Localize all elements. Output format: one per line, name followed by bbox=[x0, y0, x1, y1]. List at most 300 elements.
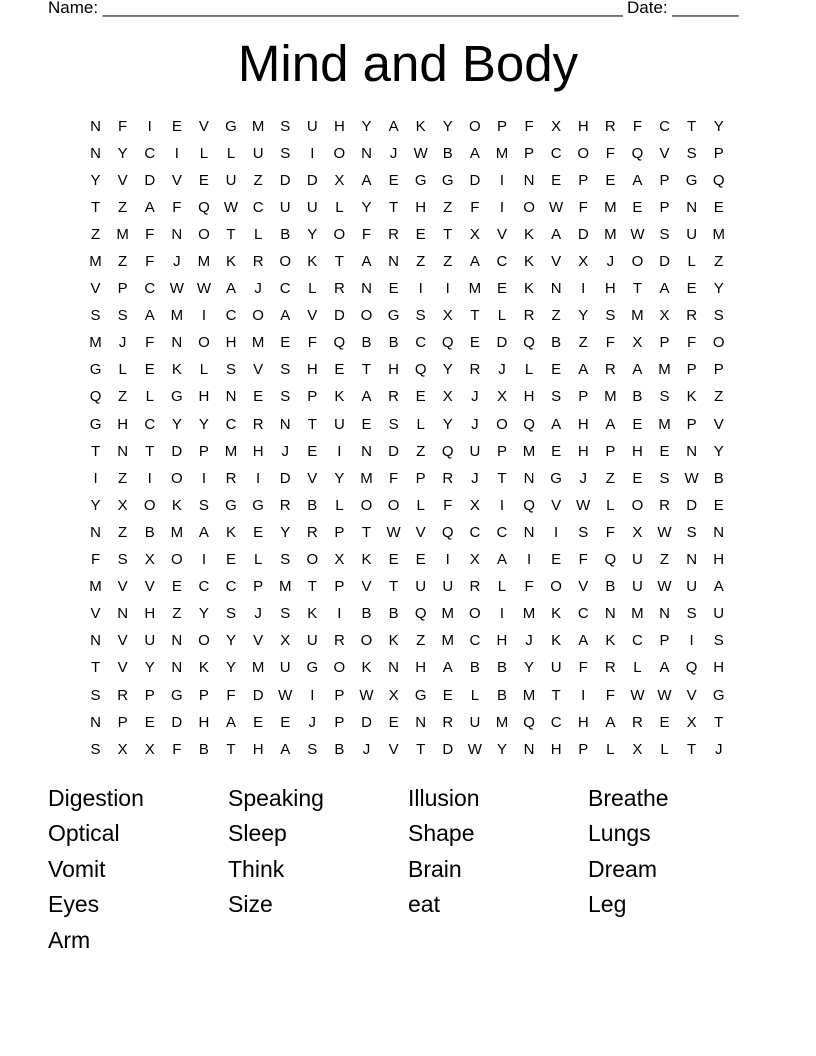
grid-letter: T bbox=[334, 253, 344, 271]
grid-letter: M bbox=[631, 307, 644, 325]
grid-letter: C bbox=[198, 578, 210, 596]
grid-letter: O bbox=[198, 334, 210, 352]
grid-letter: Q bbox=[441, 334, 454, 352]
grid-row bbox=[82, 628, 734, 655]
grid-letter: X bbox=[334, 171, 345, 189]
word-bank-row bbox=[48, 922, 788, 958]
grid-letter: T bbox=[443, 225, 453, 243]
grid-letter: I bbox=[310, 144, 315, 162]
grid-letter: L bbox=[226, 144, 236, 162]
grid-letter: E bbox=[253, 713, 264, 731]
grid-letter: P bbox=[524, 144, 535, 162]
grid-letter: N bbox=[361, 280, 372, 298]
grid-letter: B bbox=[713, 469, 724, 487]
grid-letter: H bbox=[252, 740, 264, 758]
grid-letter: Q bbox=[712, 171, 725, 189]
grid-letter: A bbox=[469, 253, 480, 271]
grid-letter: Q bbox=[685, 659, 698, 677]
grid-letter: A bbox=[469, 144, 480, 162]
grid-letter: O bbox=[333, 225, 346, 243]
grid-letter: R bbox=[604, 659, 616, 677]
grid-letter: P bbox=[334, 578, 345, 596]
grid-letter: F bbox=[443, 496, 453, 514]
grid-letter: M bbox=[116, 225, 129, 243]
grid-letter: F bbox=[361, 225, 372, 243]
grid-letter: K bbox=[226, 253, 237, 271]
grid-letter: R bbox=[388, 225, 399, 243]
grid-letter: X bbox=[632, 334, 643, 352]
grid-letter: V bbox=[307, 307, 318, 325]
grid-letter: R bbox=[523, 307, 535, 325]
grid-letter: S bbox=[659, 225, 670, 243]
grid-letter: Z bbox=[172, 605, 182, 623]
grid-letter: H bbox=[577, 442, 589, 460]
grid-letter: Z bbox=[659, 551, 670, 569]
grid-letter: P bbox=[713, 144, 724, 162]
grid-letter: E bbox=[551, 442, 562, 460]
grid-row bbox=[82, 655, 734, 682]
grid-letter: V bbox=[117, 632, 128, 650]
grid-letter: B bbox=[280, 225, 291, 243]
grid-letter: I bbox=[201, 307, 206, 325]
grid-letter: N bbox=[90, 713, 101, 731]
grid-letter: Q bbox=[604, 551, 617, 569]
grid-letter: J bbox=[714, 740, 723, 758]
grid-letter: M bbox=[251, 117, 265, 135]
grid-letter: V bbox=[171, 171, 182, 189]
grid-letter: X bbox=[469, 551, 480, 569]
grid-letter: J bbox=[254, 605, 262, 623]
grid-letter: Y bbox=[578, 307, 589, 325]
grid-letter: N bbox=[90, 144, 101, 162]
grid-letter: B bbox=[632, 388, 643, 406]
grid-letter: P bbox=[198, 442, 209, 460]
grid-row bbox=[82, 709, 734, 736]
grid-letter: F bbox=[470, 198, 480, 216]
grid-letter: G bbox=[170, 388, 183, 406]
word-bank-item: Arm bbox=[48, 926, 91, 953]
grid-letter: R bbox=[469, 578, 481, 596]
grid-letter: S bbox=[686, 523, 697, 541]
grid-letter: W bbox=[657, 578, 672, 596]
grid-letter: H bbox=[577, 415, 589, 433]
grid-letter: N bbox=[171, 659, 183, 677]
grid-letter: R bbox=[632, 713, 643, 731]
grid-letter: B bbox=[388, 334, 399, 352]
grid-letter: H bbox=[225, 334, 237, 352]
grid-letter: X bbox=[280, 632, 291, 650]
grid-letter: S bbox=[90, 740, 101, 758]
grid-letter: E bbox=[198, 171, 209, 189]
grid-letter: A bbox=[578, 632, 589, 650]
word-bank-item: Dream bbox=[588, 855, 658, 882]
grid-letter: M bbox=[170, 307, 184, 325]
grid-letter: G bbox=[387, 307, 400, 325]
grid-letter: T bbox=[90, 198, 101, 216]
grid-letter: I bbox=[201, 469, 206, 487]
grid-letter: E bbox=[496, 280, 507, 298]
grid-letter: M bbox=[522, 686, 536, 704]
grid-letter: Q bbox=[523, 415, 535, 433]
grid-letter: F bbox=[605, 523, 615, 541]
grid-letter: T bbox=[632, 280, 642, 298]
grid-letter: F bbox=[145, 253, 155, 271]
grid-letter: F bbox=[226, 686, 236, 704]
grid-letter: N bbox=[361, 442, 372, 460]
grid-letter: E bbox=[171, 578, 182, 596]
grid-letter: O bbox=[523, 198, 535, 216]
grid-letter: H bbox=[604, 280, 616, 298]
grid-letter: K bbox=[524, 280, 535, 298]
grid-letter: V bbox=[659, 144, 670, 162]
grid-letter: B bbox=[361, 334, 372, 352]
grid-letter: N bbox=[550, 280, 562, 298]
grid-letter: P bbox=[686, 415, 697, 433]
grid-letter: X bbox=[442, 388, 453, 406]
grid-letter: T bbox=[307, 415, 317, 433]
grid-letter: D bbox=[577, 225, 589, 243]
grid-letter: I bbox=[554, 523, 559, 541]
grid-letter: I bbox=[201, 551, 206, 569]
grid-letter: I bbox=[93, 469, 98, 487]
grid-letter: E bbox=[171, 117, 182, 135]
grid-letter: E bbox=[144, 713, 155, 731]
grid-letter: B bbox=[442, 144, 453, 162]
grid-letter: U bbox=[469, 442, 481, 460]
name-field-label: Name: _______________________________________________________ bbox=[48, 0, 623, 17]
grid-letter: Y bbox=[90, 171, 101, 189]
grid-letter: H bbox=[713, 551, 725, 569]
grid-letter: U bbox=[686, 578, 698, 596]
grid-letter: T bbox=[90, 442, 101, 460]
grid-letter: D bbox=[144, 171, 156, 189]
grid-letter: P bbox=[334, 686, 345, 704]
grid-letter: V bbox=[551, 253, 562, 271]
grid-letter: A bbox=[551, 225, 562, 243]
grid-letter: X bbox=[117, 740, 128, 758]
grid-row bbox=[82, 194, 734, 221]
grid-letter: Y bbox=[713, 442, 724, 460]
grid-letter: O bbox=[469, 605, 481, 623]
grid-letter: X bbox=[578, 253, 589, 271]
grid-row bbox=[82, 682, 734, 709]
grid-letter: A bbox=[659, 280, 670, 298]
grid-letter: P bbox=[659, 171, 670, 189]
grid-letter: I bbox=[337, 442, 342, 460]
grid-letter: A bbox=[496, 551, 507, 569]
grid-letter: D bbox=[496, 334, 508, 352]
grid-letter: W bbox=[278, 686, 293, 704]
grid-row bbox=[82, 303, 734, 330]
grid-letter: I bbox=[689, 632, 694, 650]
grid-letter: D bbox=[279, 469, 291, 487]
grid-letter: C bbox=[225, 415, 237, 433]
grid-letter: B bbox=[198, 740, 209, 758]
grid-letter: M bbox=[89, 334, 102, 352]
grid-letter: O bbox=[333, 659, 346, 677]
grid-letter: H bbox=[713, 659, 725, 677]
grid-letter: Y bbox=[226, 659, 237, 677]
grid-letter: S bbox=[605, 307, 616, 325]
grid-letter: S bbox=[415, 307, 426, 325]
grid-letter: E bbox=[415, 225, 426, 243]
grid-letter: S bbox=[713, 307, 724, 325]
grid-letter: Y bbox=[171, 415, 182, 433]
grid-letter: Z bbox=[118, 469, 128, 487]
grid-letter: P bbox=[713, 361, 724, 379]
grid-letter: L bbox=[199, 144, 209, 162]
grid-letter: S bbox=[280, 388, 291, 406]
grid-letter: E bbox=[659, 713, 670, 731]
grid-letter: Q bbox=[441, 523, 454, 541]
grid-letter: K bbox=[524, 253, 535, 271]
grid-letter: N bbox=[90, 117, 101, 135]
grid-letter: X bbox=[144, 740, 155, 758]
grid-letter: C bbox=[659, 117, 670, 135]
grid-letter: Z bbox=[118, 198, 128, 216]
grid-letter: C bbox=[550, 144, 562, 162]
grid-letter: I bbox=[445, 280, 450, 298]
grid-letter: A bbox=[713, 578, 724, 596]
grid-letter: E bbox=[686, 280, 697, 298]
grid-letter: N bbox=[361, 144, 372, 162]
grid-letter: L bbox=[687, 253, 696, 271]
grid-letter: P bbox=[659, 334, 670, 352]
grid-letter: A bbox=[361, 388, 372, 406]
grid-letter: R bbox=[469, 361, 481, 379]
grid-letter: M bbox=[468, 280, 482, 298]
grid-letter: V bbox=[253, 361, 264, 379]
grid-letter: V bbox=[578, 578, 589, 596]
grid-letter: D bbox=[361, 713, 372, 731]
grid-letter: L bbox=[253, 225, 263, 243]
word-bank-item: Brain bbox=[408, 855, 462, 882]
grid-letter: A bbox=[632, 361, 643, 379]
grid-letter: N bbox=[523, 469, 535, 487]
grid-letter: K bbox=[551, 605, 562, 623]
grid-letter: F bbox=[118, 117, 128, 135]
grid-letter: S bbox=[117, 551, 128, 569]
grid-letter: N bbox=[117, 442, 129, 460]
grid-letter: E bbox=[253, 388, 264, 406]
grid-letter: S bbox=[578, 523, 589, 541]
grid-letter: Y bbox=[90, 496, 101, 514]
grid-letter: S bbox=[226, 361, 237, 379]
grid-letter: N bbox=[171, 334, 183, 352]
grid-letter: H bbox=[577, 713, 589, 731]
grid-letter: N bbox=[388, 253, 399, 271]
grid-letter: T bbox=[714, 713, 724, 731]
grid-letter: S bbox=[226, 605, 237, 623]
grid-letter: E bbox=[442, 686, 453, 704]
grid-letter: H bbox=[144, 605, 156, 623]
grid-letter: O bbox=[170, 469, 183, 487]
grid-letter: R bbox=[333, 280, 345, 298]
grid-letter: L bbox=[118, 361, 127, 379]
grid-letter: U bbox=[144, 632, 156, 650]
grid-letter: T bbox=[687, 117, 697, 135]
grid-letter: E bbox=[280, 334, 291, 352]
grid-letter: T bbox=[90, 659, 101, 677]
word-bank-item: Think bbox=[228, 855, 285, 882]
grid-letter: C bbox=[279, 280, 291, 298]
grid-letter: K bbox=[388, 632, 399, 650]
grid-letter: D bbox=[469, 171, 481, 189]
grid-letter: T bbox=[226, 225, 236, 243]
grid-letter: C bbox=[469, 632, 481, 650]
grid-letter: H bbox=[252, 442, 264, 460]
grid-letter: A bbox=[388, 117, 399, 135]
grid-letter: V bbox=[117, 171, 128, 189]
grid-row bbox=[82, 113, 734, 140]
grid-letter: N bbox=[659, 605, 670, 623]
grid-letter: X bbox=[117, 496, 128, 514]
grid-letter: E bbox=[551, 361, 562, 379]
grid-letter: F bbox=[605, 144, 615, 162]
grid-row bbox=[82, 601, 734, 628]
grid-letter: P bbox=[117, 713, 128, 731]
grid-letter: R bbox=[604, 361, 616, 379]
grid-letter: O bbox=[469, 117, 481, 135]
grid-letter: C bbox=[225, 578, 237, 596]
grid-letter: W bbox=[169, 280, 184, 298]
grid-letter: E bbox=[307, 442, 318, 460]
grid-letter: Y bbox=[442, 415, 453, 433]
grid-letter: T bbox=[416, 740, 426, 758]
grid-letter: K bbox=[198, 659, 209, 677]
grid-letter: D bbox=[306, 171, 318, 189]
grid-letter: Z bbox=[118, 523, 128, 541]
grid-letter: N bbox=[117, 605, 129, 623]
grid-letter: P bbox=[578, 740, 589, 758]
grid-letter: G bbox=[441, 171, 454, 189]
grid-letter: S bbox=[198, 496, 209, 514]
grid-letter: V bbox=[144, 578, 155, 596]
grid-letter: S bbox=[280, 144, 291, 162]
grid-letter: W bbox=[630, 686, 645, 704]
grid-letter: O bbox=[550, 578, 562, 596]
grid-letter: F bbox=[524, 578, 534, 596]
grid-letter: A bbox=[144, 198, 155, 216]
grid-letter: M bbox=[251, 334, 265, 352]
grid-letter: P bbox=[496, 117, 507, 135]
grid-letter: U bbox=[279, 198, 291, 216]
grid-letter: I bbox=[499, 496, 505, 514]
grid-letter: A bbox=[198, 523, 209, 541]
grid-letter: J bbox=[389, 144, 398, 162]
grid-letter: Y bbox=[280, 523, 291, 541]
grid-letter: Z bbox=[578, 334, 588, 352]
grid-letter: Z bbox=[118, 388, 128, 406]
grid-letter: V bbox=[307, 469, 318, 487]
grid-letter: A bbox=[226, 280, 237, 298]
grid-letter: E bbox=[659, 442, 670, 460]
grid-letter: M bbox=[170, 523, 184, 541]
grid-letter: C bbox=[496, 523, 508, 541]
grid-letter: S bbox=[713, 632, 724, 650]
grid-letter: Z bbox=[714, 253, 724, 271]
grid-letter: Y bbox=[524, 659, 535, 677]
grid-letter: F bbox=[578, 659, 588, 677]
grid-letter: J bbox=[498, 361, 506, 379]
grid-letter: C bbox=[144, 415, 156, 433]
grid-letter: N bbox=[523, 740, 535, 758]
word-bank-item: Leg bbox=[588, 891, 627, 918]
grid-letter: C bbox=[550, 713, 562, 731]
grid-letter: I bbox=[256, 469, 261, 487]
date-field-label: Date: _______ bbox=[627, 0, 739, 17]
grid-letter: T bbox=[307, 578, 317, 596]
grid-letter: K bbox=[171, 361, 182, 379]
grid-letter: I bbox=[147, 117, 152, 135]
grid-letter: A bbox=[361, 253, 372, 271]
grid-row bbox=[82, 276, 734, 303]
grid-letter: P bbox=[578, 388, 589, 406]
grid-letter: B bbox=[307, 496, 318, 514]
grid-letter: O bbox=[360, 307, 373, 325]
grid-letter: B bbox=[388, 605, 399, 623]
grid-letter: T bbox=[551, 686, 561, 704]
grid-letter: Y bbox=[198, 415, 209, 433]
grid-letter: V bbox=[90, 605, 101, 623]
grid-letter: T bbox=[361, 523, 372, 541]
grid-letter: L bbox=[335, 198, 344, 216]
grid-letter: M bbox=[495, 144, 509, 162]
grid-letter: B bbox=[361, 605, 372, 623]
grid-letter: U bbox=[686, 225, 698, 243]
grid-letter: H bbox=[415, 198, 427, 216]
grid-row bbox=[82, 574, 734, 601]
grid-letter: L bbox=[335, 496, 344, 514]
grid-letter: K bbox=[307, 605, 318, 623]
grid-row bbox=[82, 519, 734, 546]
grid-letter: N bbox=[686, 551, 698, 569]
grid-row bbox=[82, 140, 734, 167]
grid-letter: B bbox=[605, 578, 616, 596]
grid-letter: M bbox=[495, 713, 509, 731]
grid-letter: J bbox=[471, 469, 479, 487]
grid-letter: E bbox=[469, 334, 480, 352]
grid-letter: Z bbox=[443, 198, 453, 216]
grid-letter: M bbox=[604, 388, 617, 406]
grid-letter: E bbox=[605, 171, 616, 189]
grid-letter: X bbox=[334, 551, 345, 569]
word-bank-item: Sleep bbox=[228, 820, 287, 847]
grid-letter: E bbox=[388, 551, 399, 569]
grid-letter: N bbox=[171, 632, 183, 650]
grid-letter: P bbox=[117, 280, 128, 298]
word-bank-item: Size bbox=[228, 891, 273, 918]
grid-letter: O bbox=[631, 496, 644, 514]
grid-letter: S bbox=[117, 307, 128, 325]
grid-letter: M bbox=[631, 605, 644, 623]
grid-letter: V bbox=[713, 415, 724, 433]
grid-letter: R bbox=[252, 253, 264, 271]
grid-letter: Y bbox=[442, 361, 453, 379]
word-bank-row bbox=[48, 816, 788, 852]
grid-letter: R bbox=[117, 686, 129, 704]
grid-letter: E bbox=[388, 171, 399, 189]
grid-letter: F bbox=[632, 117, 642, 135]
grid-letter: I bbox=[445, 551, 450, 569]
grid-letter: U bbox=[550, 659, 562, 677]
grid-row bbox=[82, 330, 734, 357]
grid-letter: N bbox=[713, 523, 725, 541]
grid-letter: S bbox=[90, 686, 101, 704]
grid-letter: D bbox=[333, 307, 345, 325]
grid-letter: K bbox=[361, 551, 372, 569]
word-bank-item: Speaking bbox=[228, 784, 324, 811]
